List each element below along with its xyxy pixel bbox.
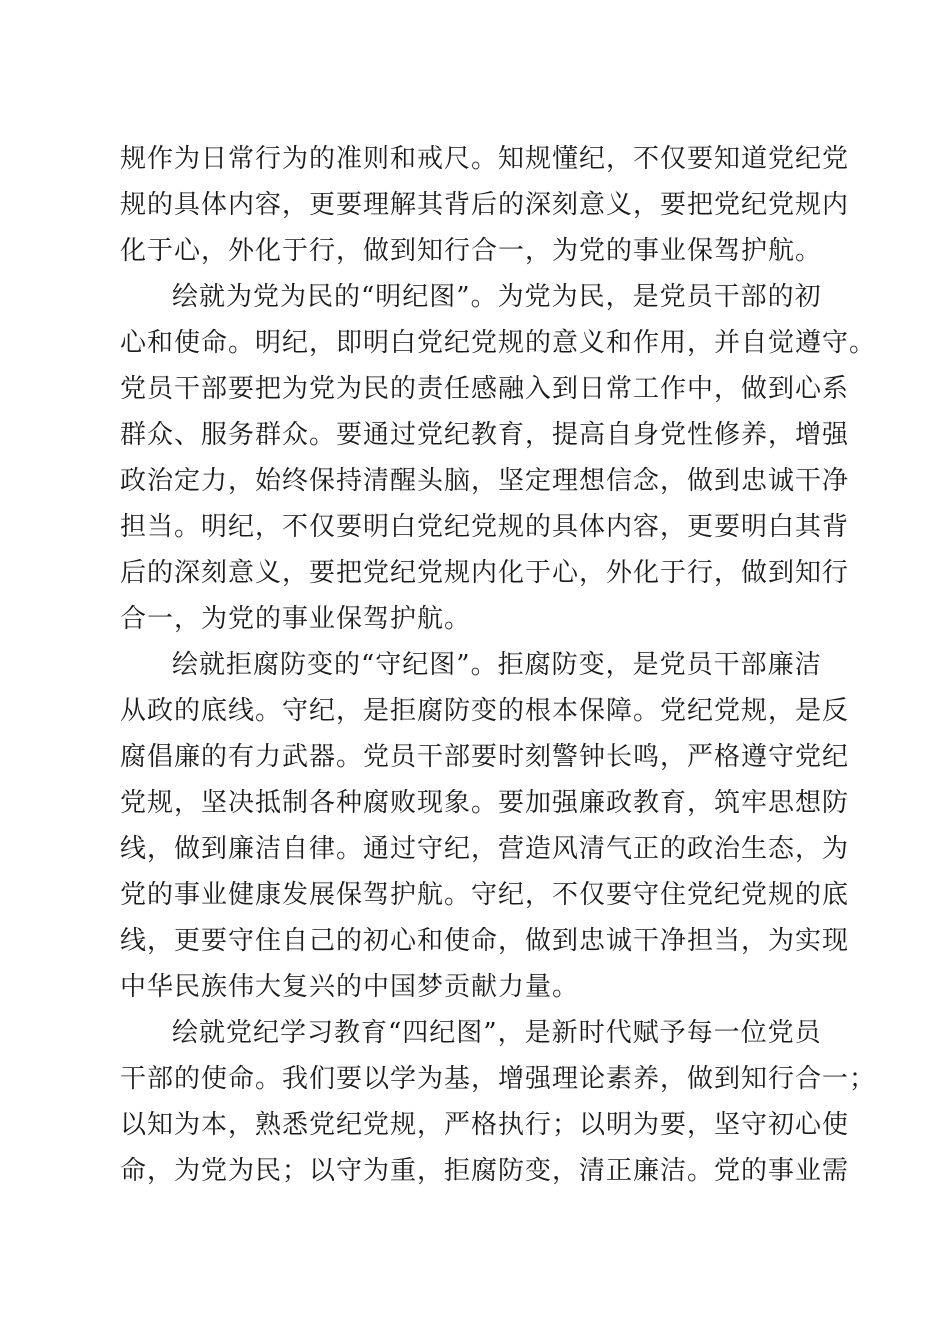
text-line-7: 群众、服务群众。要通过党纪教育，提高自身党性修养，增强 [120, 420, 850, 450]
text-line-11: 合一，为党的事业保驾护航。 [120, 604, 472, 634]
text-line-2: 规的具体内容，更要理解其背后的深刻意义，要把党纪党规内 [120, 190, 850, 220]
text-line-1: 规作为日常行为的准则和戒尺。知规懂纪，不仅要知道党纪党 [120, 144, 850, 174]
text-line-18: 线，更要守住自己的初心和使命，做到忠诚干净担当，为实现 [120, 926, 850, 956]
paragraph-heading-shouji: 绘就拒腐防变的“守纪图”。拒腐防变，是党员干部廉洁 [172, 650, 822, 680]
paragraph-heading-mingji: 绘就为党为民的“明纪图”。为党为民，是党员干部的初 [172, 282, 822, 312]
text-line-9: 担当。明纪，不仅要明白党纪党规的具体内容，更要明白其背 [120, 512, 850, 542]
text-line-14: 腐倡廉的有力武器。党员干部要时刻警钟长鸣，严格遵守党纪 [120, 742, 850, 772]
text-line-5: 心和使命。明纪，即明白党纪党规的意义和作用，并自觉遵守。 [120, 328, 877, 358]
text-line-15: 党规，坚决抵制各种腐败现象。要加强廉政教育，筑牢思想防 [120, 788, 850, 818]
text-line-19: 中华民族伟大复兴的中国梦贡献力量。 [120, 972, 580, 1002]
text-line-13: 从政的底线。守纪，是拒腐防变的根本保障。党纪党规，是反 [120, 696, 850, 726]
text-line-10: 后的深刻意义，要把党纪党规内化于心，外化于行，做到知行 [120, 558, 850, 588]
text-line-3: 化于心，外化于行，做到知行合一，为党的事业保驾护航。 [120, 236, 823, 266]
text-line-22: 以知为本，熟悉党纪党规，严格执行；以明为要，坚守初心使 [120, 1110, 850, 1140]
text-line-16: 线，做到廉洁自律。通过守纪，营造风清气正的政治生态，为 [120, 834, 850, 864]
text-line-6: 党员干部要把为党为民的责任感融入到日常工作中，做到心系 [120, 374, 850, 404]
paragraph-heading-siji: 绘就党纪学习教育“四纪图”，是新时代赋予每一位党员 [172, 1018, 822, 1048]
text-line-17: 党的事业健康发展保驾护航。守纪，不仅要守住党纪党规的底 [120, 880, 850, 910]
text-line-8: 政治定力，始终保持清醒头脑，坚定理想信念，做到忠诚干净 [120, 466, 850, 496]
text-line-21: 干部的使命。我们要以学为基，增强理论素养，做到知行合一； [120, 1064, 877, 1094]
text-line-23: 命，为党为民；以守为重，拒腐防变，清正廉洁。党的事业需 [120, 1156, 850, 1186]
